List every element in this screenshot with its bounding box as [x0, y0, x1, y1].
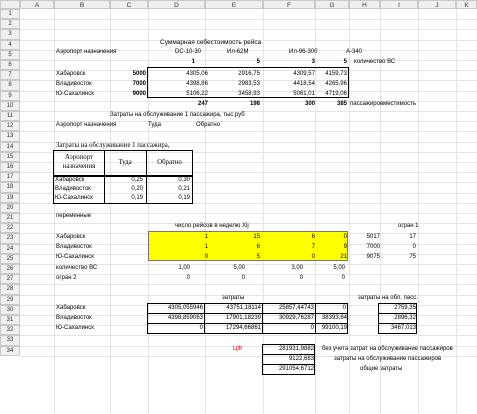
row-header[interactable]: 18: [0, 182, 20, 192]
row-header[interactable]: 9: [0, 91, 20, 101]
gridline: [54, 9, 55, 414]
total-costs-label: общие затраты: [360, 366, 403, 372]
column-header[interactable]: D: [148, 0, 205, 9]
cost-result-cell[interactable]: 99100,19: [321, 325, 347, 331]
column-header[interactable]: F: [263, 0, 315, 9]
service-total-label: затраты на обслуживание пассажиров: [334, 356, 442, 362]
row-header[interactable]: 5: [0, 50, 20, 60]
variable-cell[interactable]: 0: [311, 254, 315, 260]
count-label: количество ВС: [354, 59, 396, 65]
cost-title: Суммарная себестоимость рейса: [160, 39, 262, 46]
cost-result-cell[interactable]: 17294,66861: [225, 325, 261, 331]
cost-result-cell[interactable]: 0: [342, 305, 346, 311]
constraint-value[interactable]: 9075: [366, 254, 380, 260]
capacity-sakhalinsk: 9000: [132, 91, 146, 97]
constraint-value[interactable]: 7000: [366, 244, 380, 250]
row-header[interactable]: 22: [0, 223, 20, 233]
service-table-col-airport: Аэропорт: [65, 154, 93, 161]
cost-result-cell[interactable]: 0: [199, 325, 203, 331]
service-cost-cell[interactable]: 3467,013: [390, 325, 416, 331]
objective-label: без учета затрат на обслуживание пассажиров: [322, 346, 453, 352]
variable-cell[interactable]: 5: [256, 254, 260, 260]
destination-header: Аэропорт назначения: [56, 49, 117, 55]
service-row-there[interactable]: 0,19: [131, 195, 143, 201]
row-header[interactable]: 27: [0, 274, 20, 284]
service-cost-cell[interactable]: 2896,32: [394, 315, 416, 321]
capacity-3: 300: [304, 101, 315, 107]
variable-cell[interactable]: 15: [253, 234, 260, 240]
column-header[interactable]: G: [315, 0, 349, 9]
variable-cell[interactable]: 6: [256, 244, 260, 250]
flights-title: число рейсов в неделю Xij: [175, 223, 249, 229]
service-total-value[interactable]: 9122,683: [288, 356, 314, 362]
there-header: Туда: [148, 122, 161, 128]
total-costs-value[interactable]: 291054,6712: [278, 366, 314, 372]
cost-cell[interactable]: 4418,54: [293, 81, 315, 87]
cost-row-city: Владивосток: [56, 315, 92, 321]
variable-cell[interactable]: 0: [204, 254, 208, 260]
count-1: 1: [191, 59, 195, 65]
aircraft-count-cell[interactable]: 3,00: [291, 265, 303, 271]
plane-a340: А-340: [346, 49, 363, 55]
cost-row-city: Ю-Сахалинск: [56, 325, 94, 331]
variable-cell[interactable]: 0: [343, 234, 347, 240]
variables-label: переменные: [56, 213, 91, 219]
variable-cell[interactable]: 6: [311, 234, 315, 240]
service-row-back[interactable]: 0,30: [178, 177, 190, 183]
variable-cell[interactable]: 1: [204, 234, 208, 240]
gridline: [456, 9, 457, 414]
capacity-khabarovsk: 5000: [132, 71, 146, 77]
row-header[interactable]: 10: [0, 101, 20, 111]
column-header[interactable]: K: [456, 0, 477, 9]
variable-cell[interactable]: 7: [311, 244, 315, 250]
cost-result-cell[interactable]: 0: [310, 325, 314, 331]
service-row-there[interactable]: 0,20: [131, 186, 143, 192]
cost-result-cell[interactable]: 4398,859063: [167, 315, 203, 321]
row-header[interactable]: 13: [0, 131, 20, 141]
constraint-2-cell[interactable]: 0: [299, 275, 303, 281]
count-3: 3: [311, 59, 315, 65]
column-header[interactable]: J: [418, 0, 456, 9]
count-4: 5: [343, 59, 347, 65]
column-header[interactable]: E: [205, 0, 263, 9]
cost-cell[interactable]: 2983,53: [238, 81, 260, 87]
gridline: [20, 335, 477, 336]
objective-value[interactable]: 281931,9882: [278, 346, 314, 352]
variable-cell[interactable]: 9: [343, 244, 347, 250]
cost-cell[interactable]: 3458,93: [238, 91, 260, 97]
service-title: Затраты на обслуживание 1 пассажира, тыс.руб: [110, 112, 245, 118]
row-header[interactable]: 14: [0, 142, 20, 152]
var-row-city: Хабаровск: [56, 234, 86, 240]
service-table-col-airport-2: назначения: [62, 163, 96, 170]
select-all-corner[interactable]: [0, 0, 20, 9]
row-header[interactable]: 7: [0, 70, 20, 80]
cost-cell[interactable]: 4305,06: [186, 71, 208, 77]
row-header[interactable]: 8: [0, 80, 20, 90]
column-header[interactable]: A: [20, 0, 54, 9]
cost-result-cell[interactable]: 38393,64: [321, 315, 347, 321]
cost-result-cell[interactable]: 17901,18239: [225, 315, 261, 321]
destination-header-2: Аэропорт назначения: [56, 122, 117, 128]
aircraft-count-cell[interactable]: 1,00: [178, 265, 190, 271]
city-khabarovsk: Хабаровск: [56, 71, 86, 77]
row-header[interactable]: 33: [0, 335, 20, 345]
constraint-slack[interactable]: 75: [409, 254, 416, 260]
constraint-value[interactable]: 5017: [366, 234, 380, 240]
variable-cell[interactable]: 1: [204, 244, 208, 250]
row-header[interactable]: 19: [0, 193, 20, 203]
cost-cell[interactable]: 2916,75: [238, 71, 260, 77]
constraint-slack[interactable]: 0: [412, 244, 416, 250]
aircraft-count-cell[interactable]: 5,00: [333, 265, 345, 271]
gridline: [20, 284, 477, 285]
row-header[interactable]: 16: [0, 162, 20, 172]
gridline: [20, 19, 477, 20]
objective-function-label: ЦФ: [233, 346, 242, 352]
service-row-city: Владивосток: [55, 186, 91, 192]
row-header[interactable]: 21: [0, 213, 20, 223]
capacity-2: 198: [249, 101, 260, 107]
service-row-back[interactable]: 0,21: [178, 186, 190, 192]
count-2: 5: [256, 59, 260, 65]
cost-result-cell[interactable]: 25857,44743: [278, 305, 314, 311]
row-header[interactable]: 4: [0, 40, 20, 50]
service-row-city: Хабаровск: [55, 177, 85, 183]
cost-cell[interactable]: 4265,96: [325, 81, 347, 87]
capacity-label: пассажировместимость: [350, 101, 416, 107]
cost-cell[interactable]: 4159,73: [325, 71, 347, 77]
row-header[interactable]: 20: [0, 203, 20, 213]
cost-cell[interactable]: 4398,86: [186, 81, 208, 87]
aircraft-count-label: количество ВС: [56, 265, 98, 271]
row-header[interactable]: 29: [0, 295, 20, 305]
service-row-there[interactable]: 0,25: [131, 177, 143, 183]
variable-cell[interactable]: 21: [340, 254, 347, 260]
row-header[interactable]: 31: [0, 315, 20, 325]
constraint-2-cell[interactable]: 0: [241, 275, 245, 281]
city-sakhalinsk: Ю-Сахалинск: [56, 91, 94, 97]
cost-cell[interactable]: 5106,22: [186, 91, 208, 97]
plane-il96: Ил-96-300: [289, 49, 318, 55]
var-row-city: Ю-Сахалинск: [56, 254, 94, 260]
column-header[interactable]: I: [380, 0, 418, 9]
row-header[interactable]: 17: [0, 172, 20, 182]
service-row-back[interactable]: 0,19: [178, 195, 190, 201]
row-header[interactable]: 34: [0, 346, 20, 356]
constraint-2-label: огран 2: [56, 275, 77, 281]
cost-cell[interactable]: 5061,01: [293, 91, 315, 97]
gridline: [20, 29, 477, 30]
row-header[interactable]: 1: [0, 9, 20, 19]
gridline: [20, 111, 477, 112]
service-table-col-back: Обратно: [157, 159, 182, 166]
aircraft-count-cell[interactable]: 5,00: [233, 265, 245, 271]
row-header[interactable]: 12: [0, 121, 20, 131]
city-vladivostok: Владивосток: [56, 81, 92, 87]
column-header[interactable]: B: [54, 0, 110, 9]
costs-title: затраты: [222, 295, 245, 301]
service-costs-title: затраты на обл. пасс.: [358, 295, 418, 301]
row-header[interactable]: 11: [0, 111, 20, 121]
column-header[interactable]: H: [349, 0, 380, 9]
cost-cell[interactable]: 4309,57: [293, 71, 315, 77]
constraint-2-cell[interactable]: 0: [186, 275, 190, 281]
row-header[interactable]: 30: [0, 305, 20, 315]
cost-cell[interactable]: 4719,06: [325, 91, 347, 97]
plane-il62: Ил-62М: [227, 49, 249, 55]
row-header[interactable]: 15: [0, 152, 20, 162]
service-table-title: Затраты на обслуживание 1 пассажира,: [56, 142, 170, 149]
row-header[interactable]: 6: [0, 60, 20, 70]
service-row-city: Ю-Сахалинск: [55, 195, 93, 201]
row-header[interactable]: 28: [0, 284, 20, 294]
capacity-1: 247: [197, 101, 208, 107]
column-header[interactable]: C: [110, 0, 148, 9]
cost-row-city: Хабаровск: [56, 305, 86, 311]
cost-result-cell[interactable]: 30929,76287: [278, 315, 314, 321]
cost-result-cell[interactable]: 43751,18114: [226, 305, 261, 311]
row-header[interactable]: 3: [0, 29, 20, 39]
constraint-slack[interactable]: 17: [409, 234, 416, 240]
capacity-vladivostok: 7000: [132, 81, 146, 87]
back-header: Обратно: [196, 122, 221, 128]
var-row-city: Владивосток: [56, 244, 92, 250]
row-header[interactable]: 24: [0, 244, 20, 254]
gridline: [20, 131, 477, 132]
gridline: [20, 274, 477, 275]
row-header[interactable]: 2: [0, 19, 20, 29]
capacity-4: 385: [336, 101, 347, 107]
row-header[interactable]: 26: [0, 264, 20, 274]
cost-result-cell[interactable]: 4305,055946: [167, 305, 203, 311]
row-header[interactable]: 23: [0, 233, 20, 243]
constraint-1-label: огран 1: [398, 223, 419, 229]
row-header[interactable]: 32: [0, 325, 20, 335]
service-table-col-there: Туда: [118, 159, 132, 166]
constraint-2-cell[interactable]: 0: [341, 275, 345, 281]
service-cost-cell[interactable]: 2759,35: [394, 305, 416, 311]
plane-dc10: DC-10-30: [175, 49, 202, 55]
row-header[interactable]: 25: [0, 254, 20, 264]
